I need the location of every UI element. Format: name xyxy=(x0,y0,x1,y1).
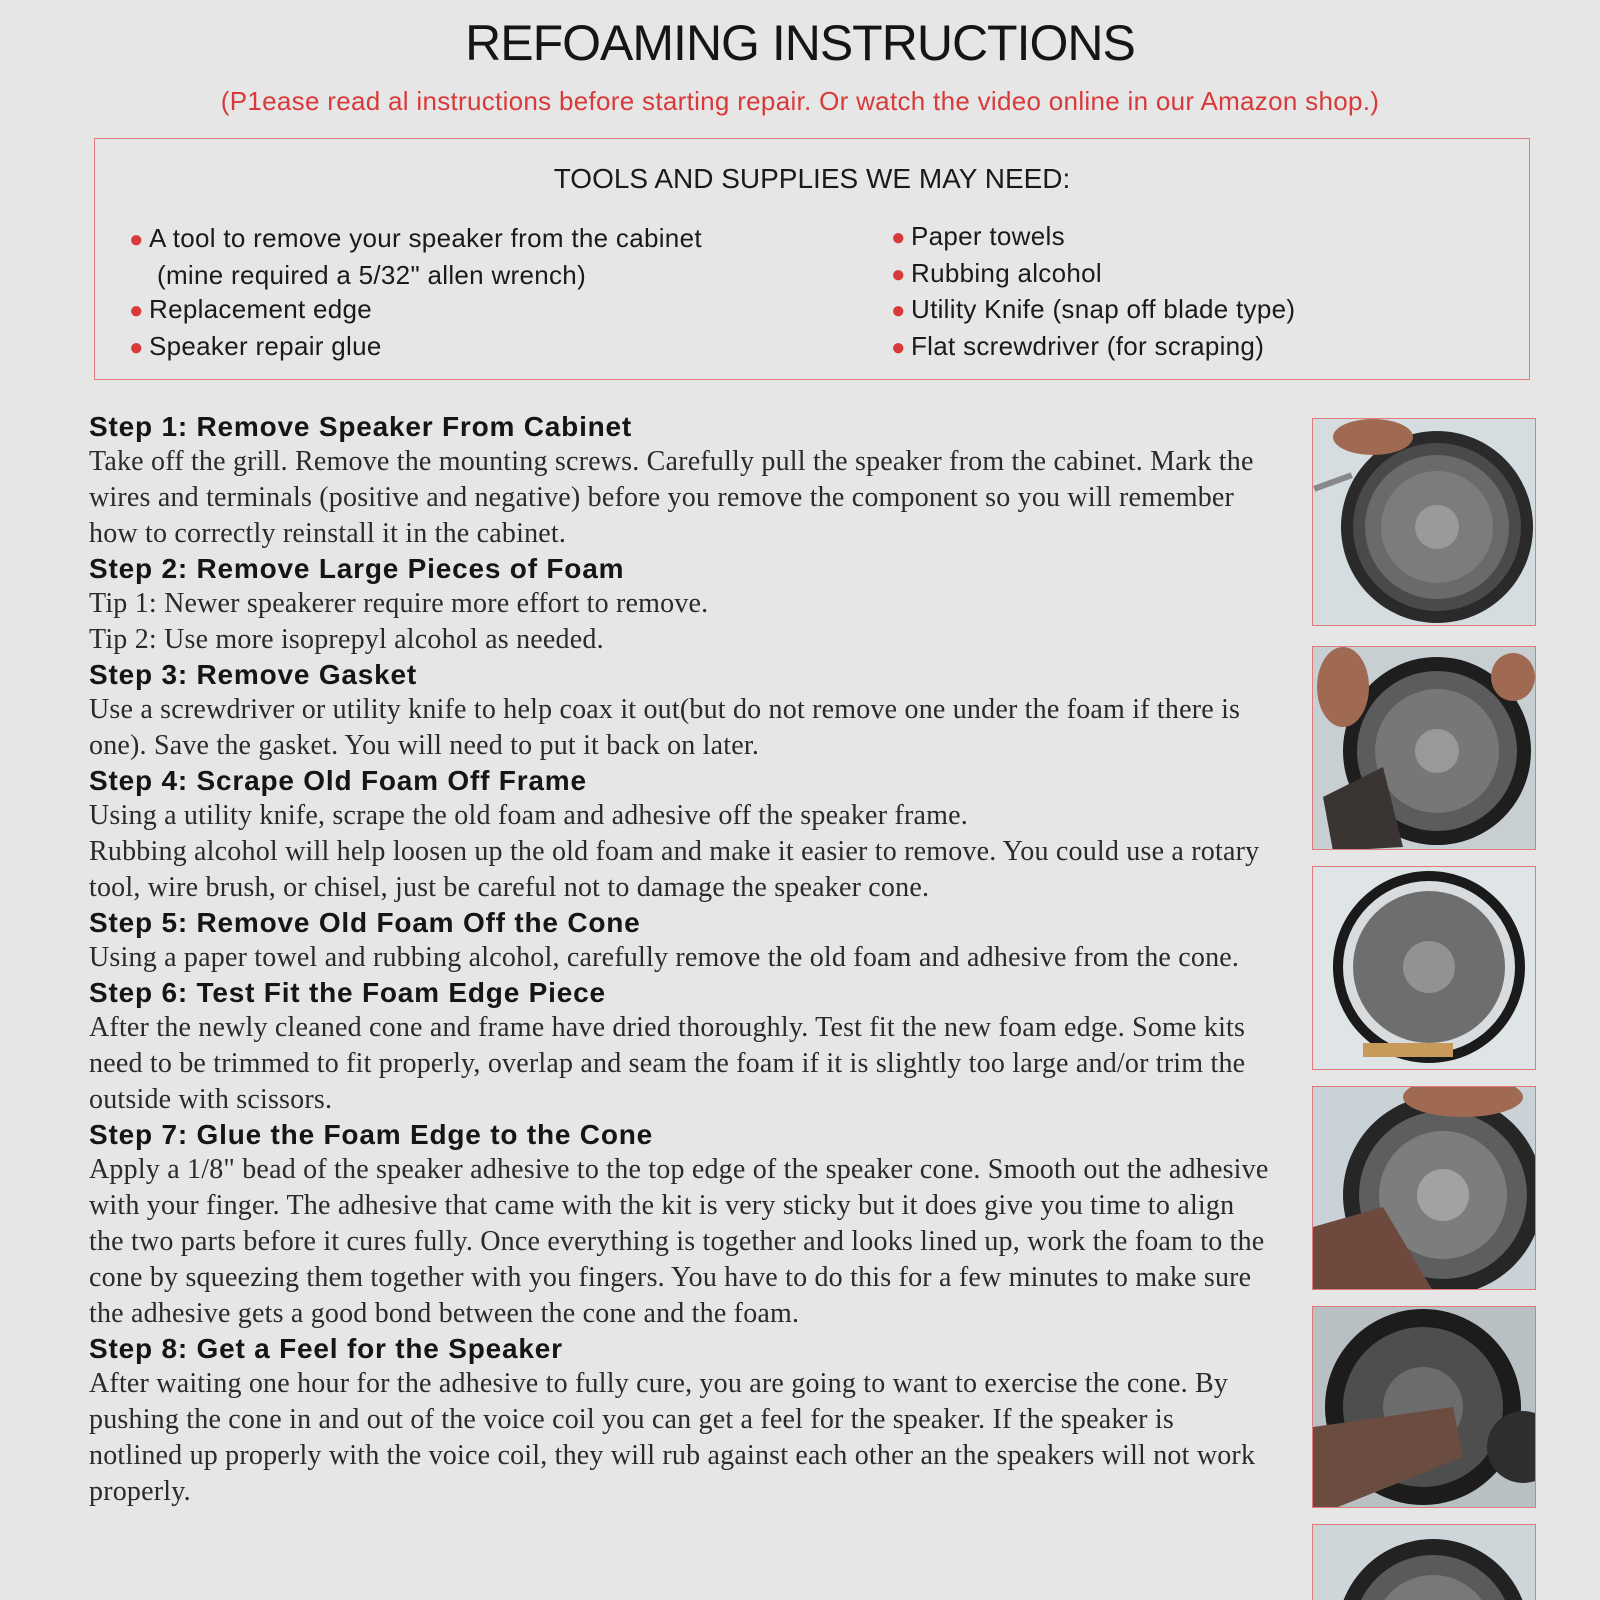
step-4 xyxy=(89,764,1269,906)
tool-item-text: A tool to remove your speaker from the cabinet xyxy=(149,223,702,253)
step-text: Apply a 1/8" bead of the speaker adhesive to the top edge of the speaker cone. Smooth out the adhesive with your finger. The adhesive that came with the kit is very sticky but it does give you time to align the two parts before it cures fully. Once everything is together and looks lined up, work the foam to the cone by squeezing them together with you fingers. You have to do this for a few minutes to make sure the adhesive gets a good bond between the cone and the foam. xyxy=(89,1154,1269,1329)
tool-item-text: Flat screwdriver (for scraping) xyxy=(911,330,1265,361)
steps-section xyxy=(89,410,1269,1510)
step-title: Step 1: Remove Speaker From Cabinet xyxy=(89,411,633,442)
step-title: Step 6: Test Fit the Foam Edge Piece xyxy=(89,977,606,1008)
step-1 xyxy=(89,410,1269,552)
step-tip-2: Tip 2: Use more isoprepyl alcohol as needed. xyxy=(89,624,604,655)
speaker-photo-step-2 xyxy=(1312,646,1536,850)
speaker-photo-step-4 xyxy=(1312,1086,1536,1290)
step-2 xyxy=(89,552,1269,658)
step-tip-1: Tip 1: Newer speakerer require more effort to remove. xyxy=(89,588,709,619)
tool-item-subtext: (mine required a 5/32" allen wrench) xyxy=(157,259,587,290)
list-item xyxy=(129,221,702,292)
tool-item-text: Replacement edge xyxy=(149,294,373,324)
list-item xyxy=(891,219,1295,256)
step-3 xyxy=(89,658,1269,764)
speaker-photo-step-6 xyxy=(1312,1524,1536,1600)
step-text: Take off the grill. Remove the mounting screws. Carefully pull the speaker from the cabinet. Mark the wires and terminals (positive and negative) before you remove the component so you will remember how to correctly reinstall it in the cabinet. xyxy=(89,446,1254,549)
list-item xyxy=(129,329,702,366)
step-text: Using a paper towel and rubbing alcohol, carefully remove the old foam and adhesive from the cone. xyxy=(89,942,1240,973)
page-subtitle-note: (P1ease read al instructions before starting repair. Or watch the video online in our Amazon shop.) xyxy=(220,86,1380,116)
speaker-photo-step-1 xyxy=(1312,418,1536,626)
tools-heading: TOOLS AND SUPPLIES WE MAY NEED: xyxy=(553,163,1071,194)
page-title: REFOAMING INSTRUCTIONS xyxy=(465,15,1135,71)
speaker-photo-step-5 xyxy=(1312,1306,1536,1508)
bullet-icon: ● xyxy=(129,226,144,253)
list-item xyxy=(891,256,1295,293)
step-text-line-1: Using a utility knife, scrape the old foam and adhesive off the speaker frame. xyxy=(89,800,968,831)
speaker-photo-step-3 xyxy=(1312,866,1536,1070)
step-text: After the newly cleaned cone and frame have dried thoroughly. Test fit the new foam edge. Some kits need to be trimmed to fit properly, overlap and seam the foam if it is slightly too large and/or trim the outside with scissors. xyxy=(89,1012,1246,1115)
step-5 xyxy=(89,906,1269,976)
step-title: Step 7: Glue the Foam Edge to the Cone xyxy=(89,1119,653,1150)
step-text: Use a screwdriver or utility knife to help coax it out(but do not remove one under the foam if there is one). Save the gasket. You will need to put it back on later. xyxy=(89,694,1241,761)
list-item xyxy=(891,292,1295,329)
tool-item-text: Rubbing alcohol xyxy=(911,257,1102,288)
bullet-icon: ● xyxy=(129,297,144,324)
tool-item-text: Paper towels xyxy=(911,221,1065,251)
step-8 xyxy=(89,1332,1269,1510)
step-title: Step 2: Remove Large Pieces of Foam xyxy=(89,553,625,584)
step-7 xyxy=(89,1118,1269,1332)
bullet-icon: ● xyxy=(891,333,906,361)
tools-supplies-box xyxy=(94,138,1530,380)
bullet-icon: ● xyxy=(891,260,906,288)
bullet-icon: ● xyxy=(891,297,906,324)
bullet-icon: ● xyxy=(129,333,144,361)
list-item xyxy=(129,292,702,329)
tool-item-text: Speaker repair glue xyxy=(149,330,382,361)
list-item xyxy=(891,329,1295,366)
tools-list-right xyxy=(891,219,1295,365)
step-title: Step 4: Scrape Old Foam Off Frame xyxy=(89,765,587,796)
step-6 xyxy=(89,976,1269,1118)
tool-item-text: Utility Knife (snap off blade type) xyxy=(911,294,1296,324)
step-title: Step 5: Remove Old Foam Off the Cone xyxy=(89,907,641,938)
tools-list-left xyxy=(129,221,702,365)
step-text-line-2: Rubbing alcohol will help loosen up the old foam and make it easier to remove. You could use a rotary tool, wire brush, or chisel, just be careful not to damage the speaker cone. xyxy=(89,836,1260,903)
step-title: Step 3: Remove Gasket xyxy=(89,659,418,690)
step-text: After waiting one hour for the adhesive to fully cure, you are going to want to exercise the cone. By pushing the cone in and out of the voice coil you can get a feel for the speaker. If the speaker is notlined up properly with the voice coil, they will rub against each other an the speakers will not work properly. xyxy=(89,1368,1256,1507)
step-title: Step 8: Get a Feel for the Speaker xyxy=(89,1333,563,1364)
bullet-icon: ● xyxy=(891,224,906,251)
